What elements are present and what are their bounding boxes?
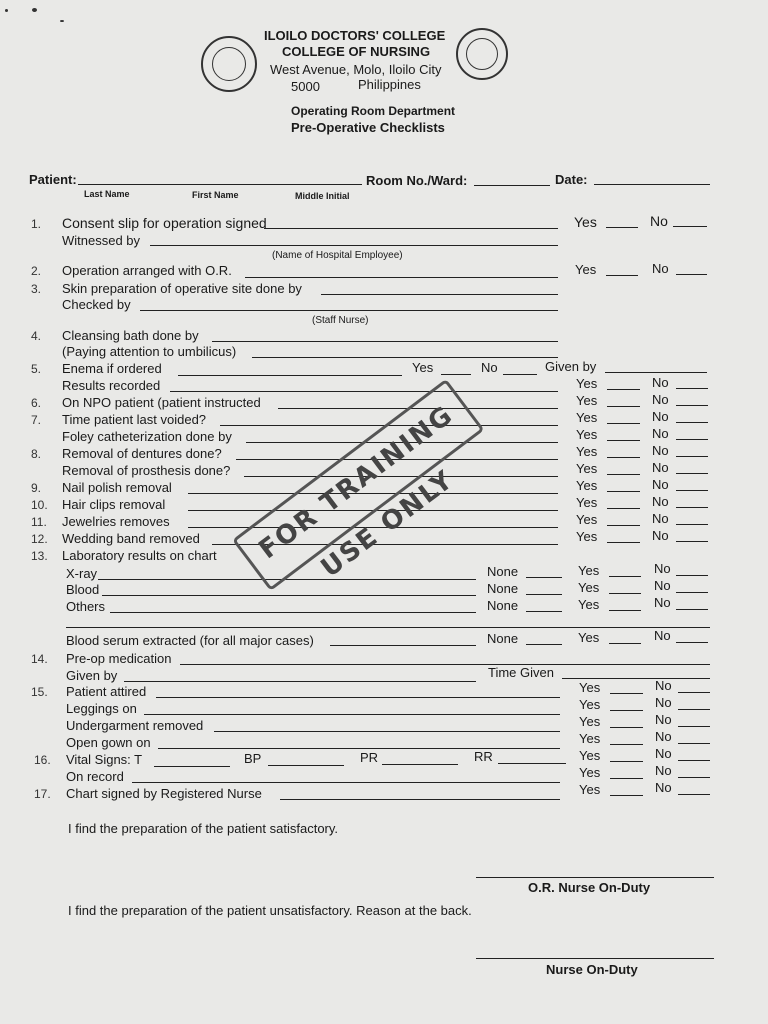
or-nurse-signature-caption: O.R. Nurse On-Duty [528,880,651,895]
zip: 5000 [291,79,320,94]
speck [5,9,8,12]
witnessed-label: Witnessed by [62,233,141,248]
school-name: COLLEGE OF NURSING [282,44,431,59]
college-name: ILOILO DOCTORS' COLLEGE [264,28,446,43]
consent-label: Consent slip for operation signed [62,215,267,231]
patient-label: Patient: [29,172,77,187]
department: Operating Room Department [291,104,456,118]
unsatisfactory-statement: I find the preparation of the patient unsatisfactory. Reason at the back. [68,903,472,918]
address: West Avenue, Molo, Iloilo City [270,62,442,77]
satisfactory-statement: I find the preparation of the patient satisfactory. [68,821,339,836]
middle-initial-caption: Middle Initial [295,191,350,201]
nurse-signature-caption: Nurse On-Duty [546,962,638,977]
college-seal-left-icon [201,36,257,92]
country: Philippines [358,77,421,92]
page-title: Pre-Operative Checklists [291,120,445,135]
date-label: Date: [555,172,588,187]
room-label: Room No./Ward: [366,173,468,188]
speck [32,8,37,12]
speck [60,20,64,22]
training-stamp: FOR TRAINING USE ONLY [232,379,485,591]
first-name-caption: First Name [192,190,239,200]
last-name-caption: Last Name [84,189,130,199]
college-seal-right-icon [456,28,508,80]
